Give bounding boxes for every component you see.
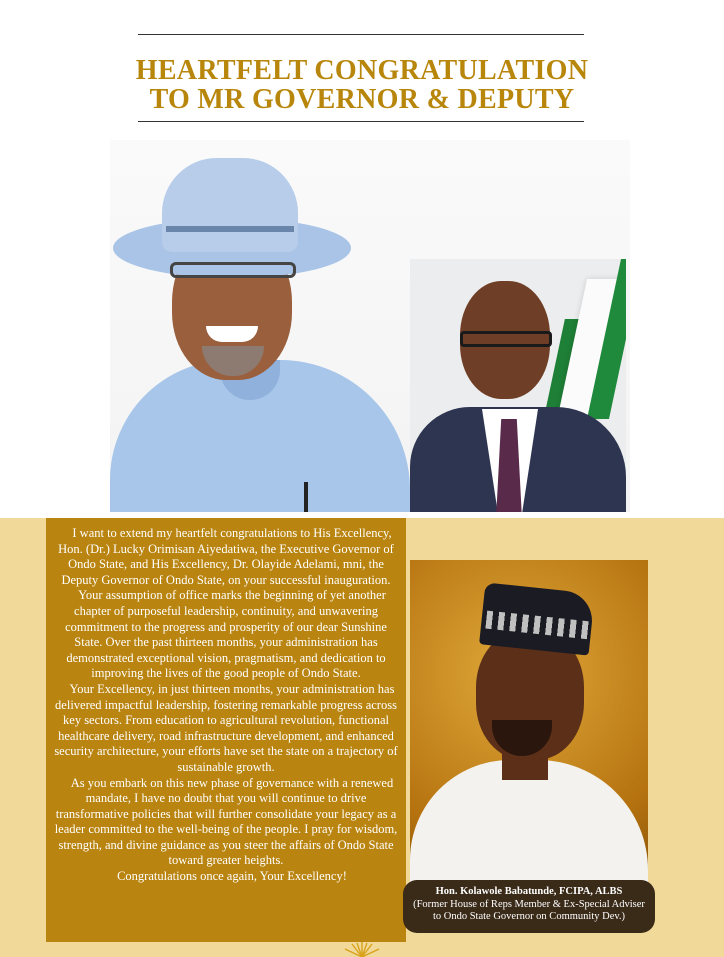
message-paragraph-1: I want to extend my heartfelt congratulations to His Excellency, Hon. (Dr.) Lucky Orimisan Aiyedatiwa, the Executive Governor of Ondo State, and His Excellency, Dr. Olayide Adelami, mni, the Deputy Governor of Ondo State, on your successful inauguration. [58,526,394,587]
sun-logo-icon [340,940,384,957]
header-bottom-rule [138,121,584,122]
congratulatory-message [50,526,402,885]
sender-caption [403,880,655,933]
governor-hat-crown [162,158,298,252]
page-title-line-1: HEARTFELT CONGRATULATION [135,55,589,86]
governor-portrait [110,150,410,512]
sender-role-line-2: to Ondo State Governor on Community Dev.) [432,911,626,922]
governor-hat-band [166,226,294,232]
sender-name: Hon. Kolawole Babatunde, FCIPA, ALBS [435,886,623,897]
message-paragraph-5: Congratulations once again, Your Excellency! [117,869,347,884]
deputy-glasses [460,331,552,347]
deputy-governor-portrait [410,259,626,512]
message-paragraph-3: Your Excellency, in just thirteen months, your administration has delivered impactful leadership, fostering remarkable progress across key sectors. From education to agricultural revolution, functional healthcare delivery, road infrastructure development, and enhanced security architecture, your efforts have set the state on a trajectory of sustainable growth. [54,681,398,774]
governor-pen [304,482,308,512]
message-paragraph-4: As you embark on this new phase of governance with a renewed mandate, I have no doubt that you will continue to drive transformative policies that will further consolidate your legacy as a leader committed to the well-being of the people. I pray for wisdom, strength, and divine guidance as you steer the affairs of Ondo State toward greater heights. [54,775,398,868]
header-top-rule [138,34,584,35]
sender-role-line-1: (Former House of Reps Member & Ex-Special Adviser [413,898,645,910]
page-title-line-2: TO MR GOVERNOR & DEPUTY [149,84,575,115]
governor-glasses [170,262,296,278]
message-paragraph-2: Your assumption of office marks the beginning of yet another chapter of purposeful leadership, continuity, and unwavering commitment to the progress and prosperity of our dear Sunshine State. Over the past thirteen months, your administration has demonstrated exceptional vision, pragmatism, and dedication to improving the lives of the good people of Ondo State. [65,588,387,681]
sender-portrait [410,560,648,884]
governor-smile [206,326,258,342]
